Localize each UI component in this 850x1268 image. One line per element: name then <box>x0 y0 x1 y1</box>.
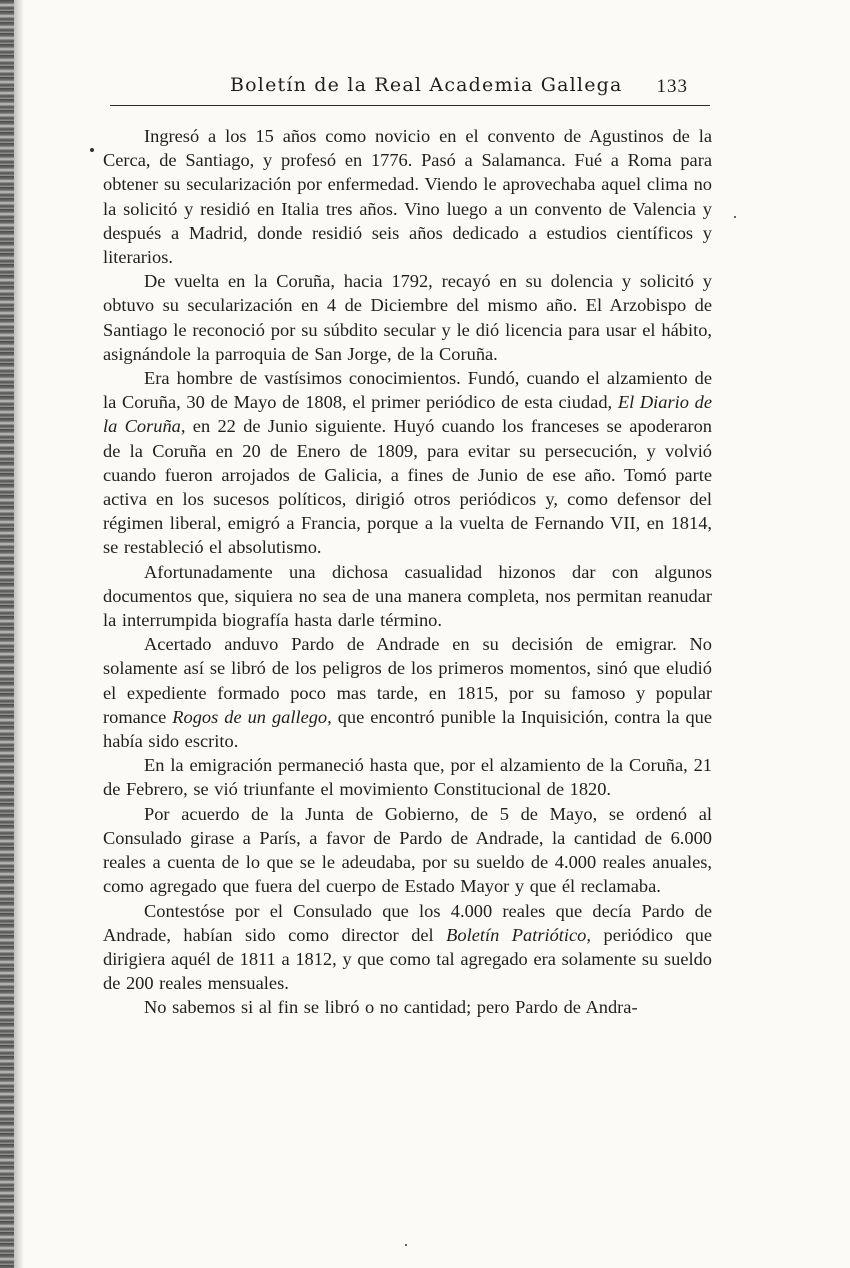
paragraph-8-part-2: periódico que dirigiera aquél de 1811 a 1812, y que como tal agregado era solamente su sueldo de 200 reales mensuales. <box>103 924 713 994</box>
paragraph-8 <box>103 899 712 996</box>
romance-title-rogos: Rogos de un gallego, <box>172 706 332 727</box>
page-number: 133 <box>656 76 688 97</box>
paragraph-9: No sabemos si al fin se libró o no cantidad; pero Pardo de Andra- <box>144 997 638 1018</box>
newspaper-title-boletin: Boletín Patriótico, <box>446 924 591 945</box>
ink-speck <box>90 148 94 152</box>
paragraph-5 <box>103 632 712 753</box>
paragraph-6: En la emigración permaneció hasta que, por el alzamiento de la Coruña, 21 de Febrero, se vió triunfante el movimiento Constitucional de 1820. <box>103 755 712 800</box>
paragraph-4: Afortunadamente una dichosa casualidad hizonos dar con algunos documentos que, siquiera no sea de una manera completa, nos permitan reanudar la interrumpida biografía hasta darle término. <box>103 561 712 631</box>
book-binding-edge <box>0 0 14 1268</box>
paragraph-5-part-2: que encontró punible la Inquisición, contra la que había sido escrito. <box>103 706 713 752</box>
body-text <box>103 124 712 1020</box>
newspaper-title-diario: El Diario de la Coruña, <box>103 392 712 437</box>
paragraph-7: Por acuerdo de la Junta de Gobierno, de 5 de Mayo, se ordenó al Consulado girase a París, a favor de Pardo de Andrade, la cantidad de 6.000 reales a cuenta de lo que se le adeudaba, por su sueldo de 4.000 reales anuales, como agregado que fuera del cuerpo de Estado Mayor y que él reclamaba. <box>103 803 712 897</box>
paragraph-3-part-1: Era hombre de vastísimos conocimientos. Fundó, cuando el alzamiento de la Coruña, 30 de Mayo de 1808, el primer periódico de esta ciudad, <box>103 368 712 413</box>
paragraph-3 <box>103 366 712 560</box>
paragraph-5-part-1: Acertado anduvo Pardo de Andrade en su decisión de emigrar. No solamente así se libró de los peligros de los primeros momentos, sinó que eludió el expediente formado poco mas tarde, en 1815, por su famoso y popular romance <box>103 634 712 727</box>
page-header <box>110 72 710 106</box>
running-title: Boletín de la Real Academia Gallega <box>230 74 623 96</box>
header-rule <box>110 105 710 106</box>
ink-speck <box>405 1244 407 1246</box>
paragraph-3-part-2: en 22 de Junio siguiente. Huyó cuando los franceses se apoderaron de la Coruña en 20 de Enero de 1809, para evitar su persecución, y volvió cuando fueron arrojados de Galicia, a fines de Junio de ese año. Tomó parte activa en los sucesos políticos, dirigió otros periódicos y, como defensor del régimen liberal, emigró a Francia, porque a la vuelta de Fernando VII, en 1814, se restableció el absolutismo. <box>103 416 712 558</box>
ink-speck <box>734 216 736 218</box>
paragraph-2: De vuelta en la Coruña, hacia 1792, recayó en su dolencia y solicitó y obtuvo su secularización en 4 de Diciembre del mismo año. El Arzobispo de Santiago le reconoció por su súbdito secular y le dió licencia para usar el hábito, asignándole la parroquia de San Jorge, de la Coruña. <box>103 271 712 364</box>
gutter-shadow <box>14 0 24 1268</box>
paragraph-8-part-1: Contestóse por el Consulado que los 4.000 reales que decía Pardo de Andrade, habían sido como director del <box>103 900 712 945</box>
paragraph-1: Ingresó a los 15 años como novicio en el convento de Agustinos de la Cerca, de Santiago, y profesó en 1776. Pasó a Salamanca. Fué a Roma para obtener su secularización por enfermedad. Viendo le aprovechaba aquel clima no la solicitó y residió en Italia tres años. Vino luego a un convento de Valencia y después a Madrid, donde residió seis años dedicado a estudios científicos y literarios. <box>103 126 712 268</box>
